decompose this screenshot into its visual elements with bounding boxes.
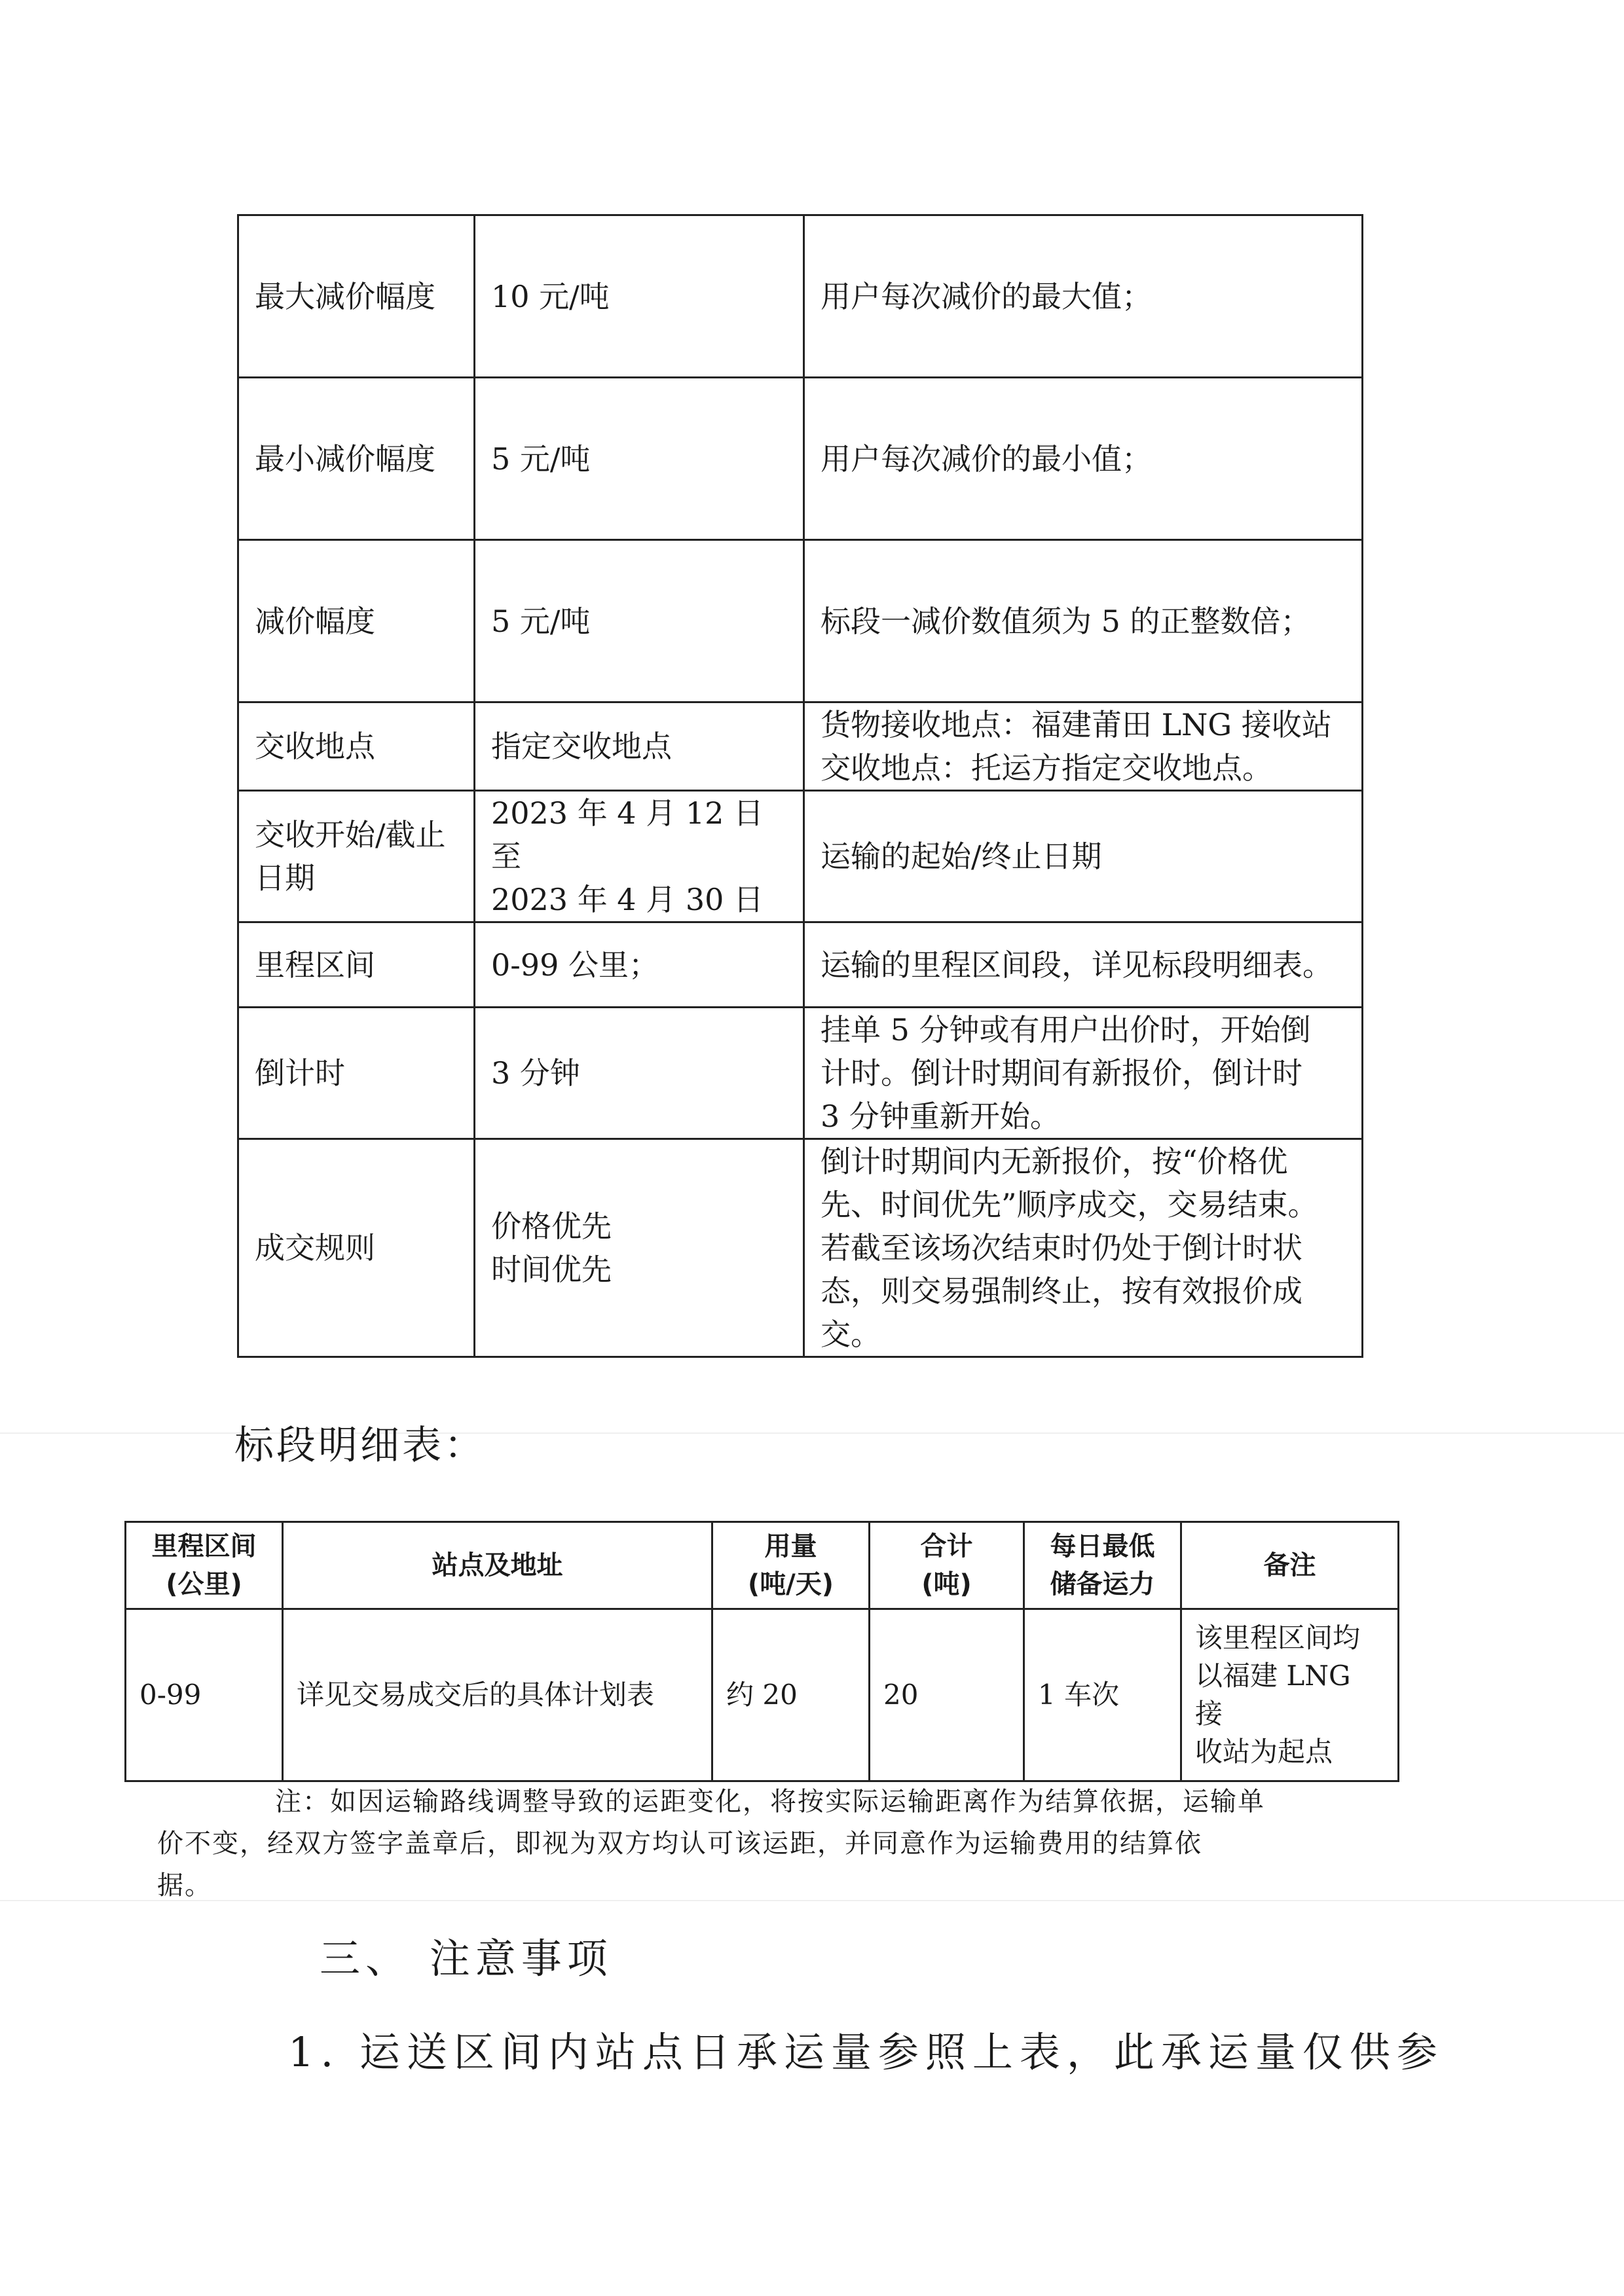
cell-capacity: 1 车次 <box>1024 1609 1181 1781</box>
detail-row <box>126 1609 1399 1781</box>
cell-station: 详见交易成交后的具体计划表 <box>283 1609 712 1781</box>
rule-value-line: 指定交收地点 <box>491 729 672 764</box>
rule-value-line: 0-99 公里； <box>491 947 659 983</box>
rule-name: 倒计时 <box>238 1008 475 1139</box>
rule-description-line: 若截至该场次结束时仍处于倒计时状 <box>821 1230 1302 1266</box>
rules-row <box>238 791 1363 922</box>
rules-row <box>238 1139 1363 1357</box>
rule-value-line: 2023 年 4 月 12 日至 <box>491 795 764 874</box>
cell-mileage: 0-99 <box>126 1609 283 1781</box>
rule-description-line: 标段一减价数值须为 5 的正整数倍； <box>821 603 1311 639</box>
rule-description-line: 态，则交易强制终止，按有效报价成 <box>821 1273 1302 1309</box>
header-mileage: 里程区间 (公里) <box>126 1522 283 1609</box>
rule-description <box>804 540 1363 702</box>
rule-value-line: 2023 年 4 月 30 日 <box>491 882 764 917</box>
rules-row <box>238 540 1363 702</box>
rule-value-line: 10 元/吨 <box>491 278 610 314</box>
rules-row <box>238 1008 1363 1139</box>
header-usage: 用量 (吨/天) <box>712 1522 870 1609</box>
header-capacity: 每日最低 储备运力 <box>1024 1522 1181 1609</box>
rule-value <box>475 702 804 791</box>
rule-name: 减价幅度 <box>238 540 475 702</box>
rule-value <box>475 1139 804 1357</box>
rule-description <box>804 1008 1363 1139</box>
section-heading: 标段明细表： <box>234 1423 486 1468</box>
header-remark: 备注 <box>1181 1522 1399 1609</box>
note-line: 价不变，经双方签字盖章后，即视为双方均认可该运距，并同意作为运输费用的结算依 <box>157 1829 1202 1859</box>
trading-rules-table <box>237 214 1363 1358</box>
header-station: 站点及地址 <box>283 1522 712 1609</box>
rule-description-line: 挂单 5 分钟或有用户出价时，开始倒 <box>821 1012 1311 1048</box>
rule-description <box>804 1139 1363 1357</box>
rule-description-line: 货物接收地点：福建莆田 LNG 接收站 <box>821 707 1332 742</box>
rule-name: 成交规则 <box>238 1139 475 1357</box>
detail-header-row <box>126 1522 1399 1609</box>
rule-name: 里程区间 <box>238 922 475 1008</box>
rule-description <box>804 791 1363 922</box>
rule-value <box>475 791 804 922</box>
rule-description-line: 倒计时期间内无新报价，按“价格优 <box>821 1144 1288 1179</box>
table-note <box>157 1781 1375 1906</box>
note-line: 注：如因运输路线调整导致的运距变化，将按实际运输距离作为结算依据，运输单 <box>275 1787 1265 1817</box>
rule-value <box>475 922 804 1008</box>
rule-description <box>804 378 1363 540</box>
cell-remark: 该里程区间均 以福建 LNG 接 收站为起点 <box>1181 1609 1399 1781</box>
rule-description-line: 先、时间优先”顺序成交，交易结束。 <box>821 1187 1318 1222</box>
rule-value <box>475 540 804 702</box>
rule-description-line: 交。 <box>821 1317 881 1352</box>
cell-usage: 约 20 <box>712 1609 870 1781</box>
rule-description-line: 运输的里程区间段，详见标段明细表。 <box>821 947 1333 983</box>
rule-name: 最大减价幅度 <box>238 215 475 378</box>
header-total: 合计 (吨) <box>870 1522 1024 1609</box>
rule-value-line: 价格优先 <box>491 1209 612 1244</box>
notice-heading: 三、 注意事项 <box>320 1935 613 1982</box>
rule-description-line: 用户每次减价的最大值； <box>821 278 1152 314</box>
rule-value-line: 5 元/吨 <box>491 603 591 639</box>
rule-description-line: 用户每次减价的最小值； <box>821 441 1152 477</box>
cell-total: 20 <box>870 1609 1024 1781</box>
rule-description-line: 计时。倒计时期间有新报价，倒计时 <box>821 1055 1302 1091</box>
rule-description-line: 交收地点：托运方指定交收地点。 <box>821 750 1272 786</box>
rules-row <box>238 215 1363 378</box>
rule-name: 最小减价幅度 <box>238 378 475 540</box>
rule-description <box>804 922 1363 1008</box>
rule-value <box>475 378 804 540</box>
rule-description <box>804 215 1363 378</box>
notice-paragraph-1: 1. 运送区间内站点日承运量参照上表，此承运量仅供参 <box>288 2028 1444 2076</box>
rule-value-line: 3 分钟 <box>491 1055 580 1091</box>
rule-name: 交收开始/截止日期 <box>238 791 475 922</box>
rule-name: 交收地点 <box>238 702 475 791</box>
note-line: 据。 <box>157 1870 212 1901</box>
rule-value <box>475 1008 804 1139</box>
lot-detail-table <box>124 1521 1399 1782</box>
rules-row <box>238 702 1363 791</box>
rules-row <box>238 922 1363 1008</box>
rule-description <box>804 702 1363 791</box>
rule-value-line: 5 元/吨 <box>491 441 591 477</box>
rule-description-line: 运输的起始/终止日期 <box>821 839 1102 874</box>
rules-row <box>238 378 1363 540</box>
rule-value <box>475 215 804 378</box>
rule-value-line: 时间优先 <box>491 1252 612 1287</box>
rule-description-line: 3 分钟重新开始。 <box>821 1099 1060 1134</box>
